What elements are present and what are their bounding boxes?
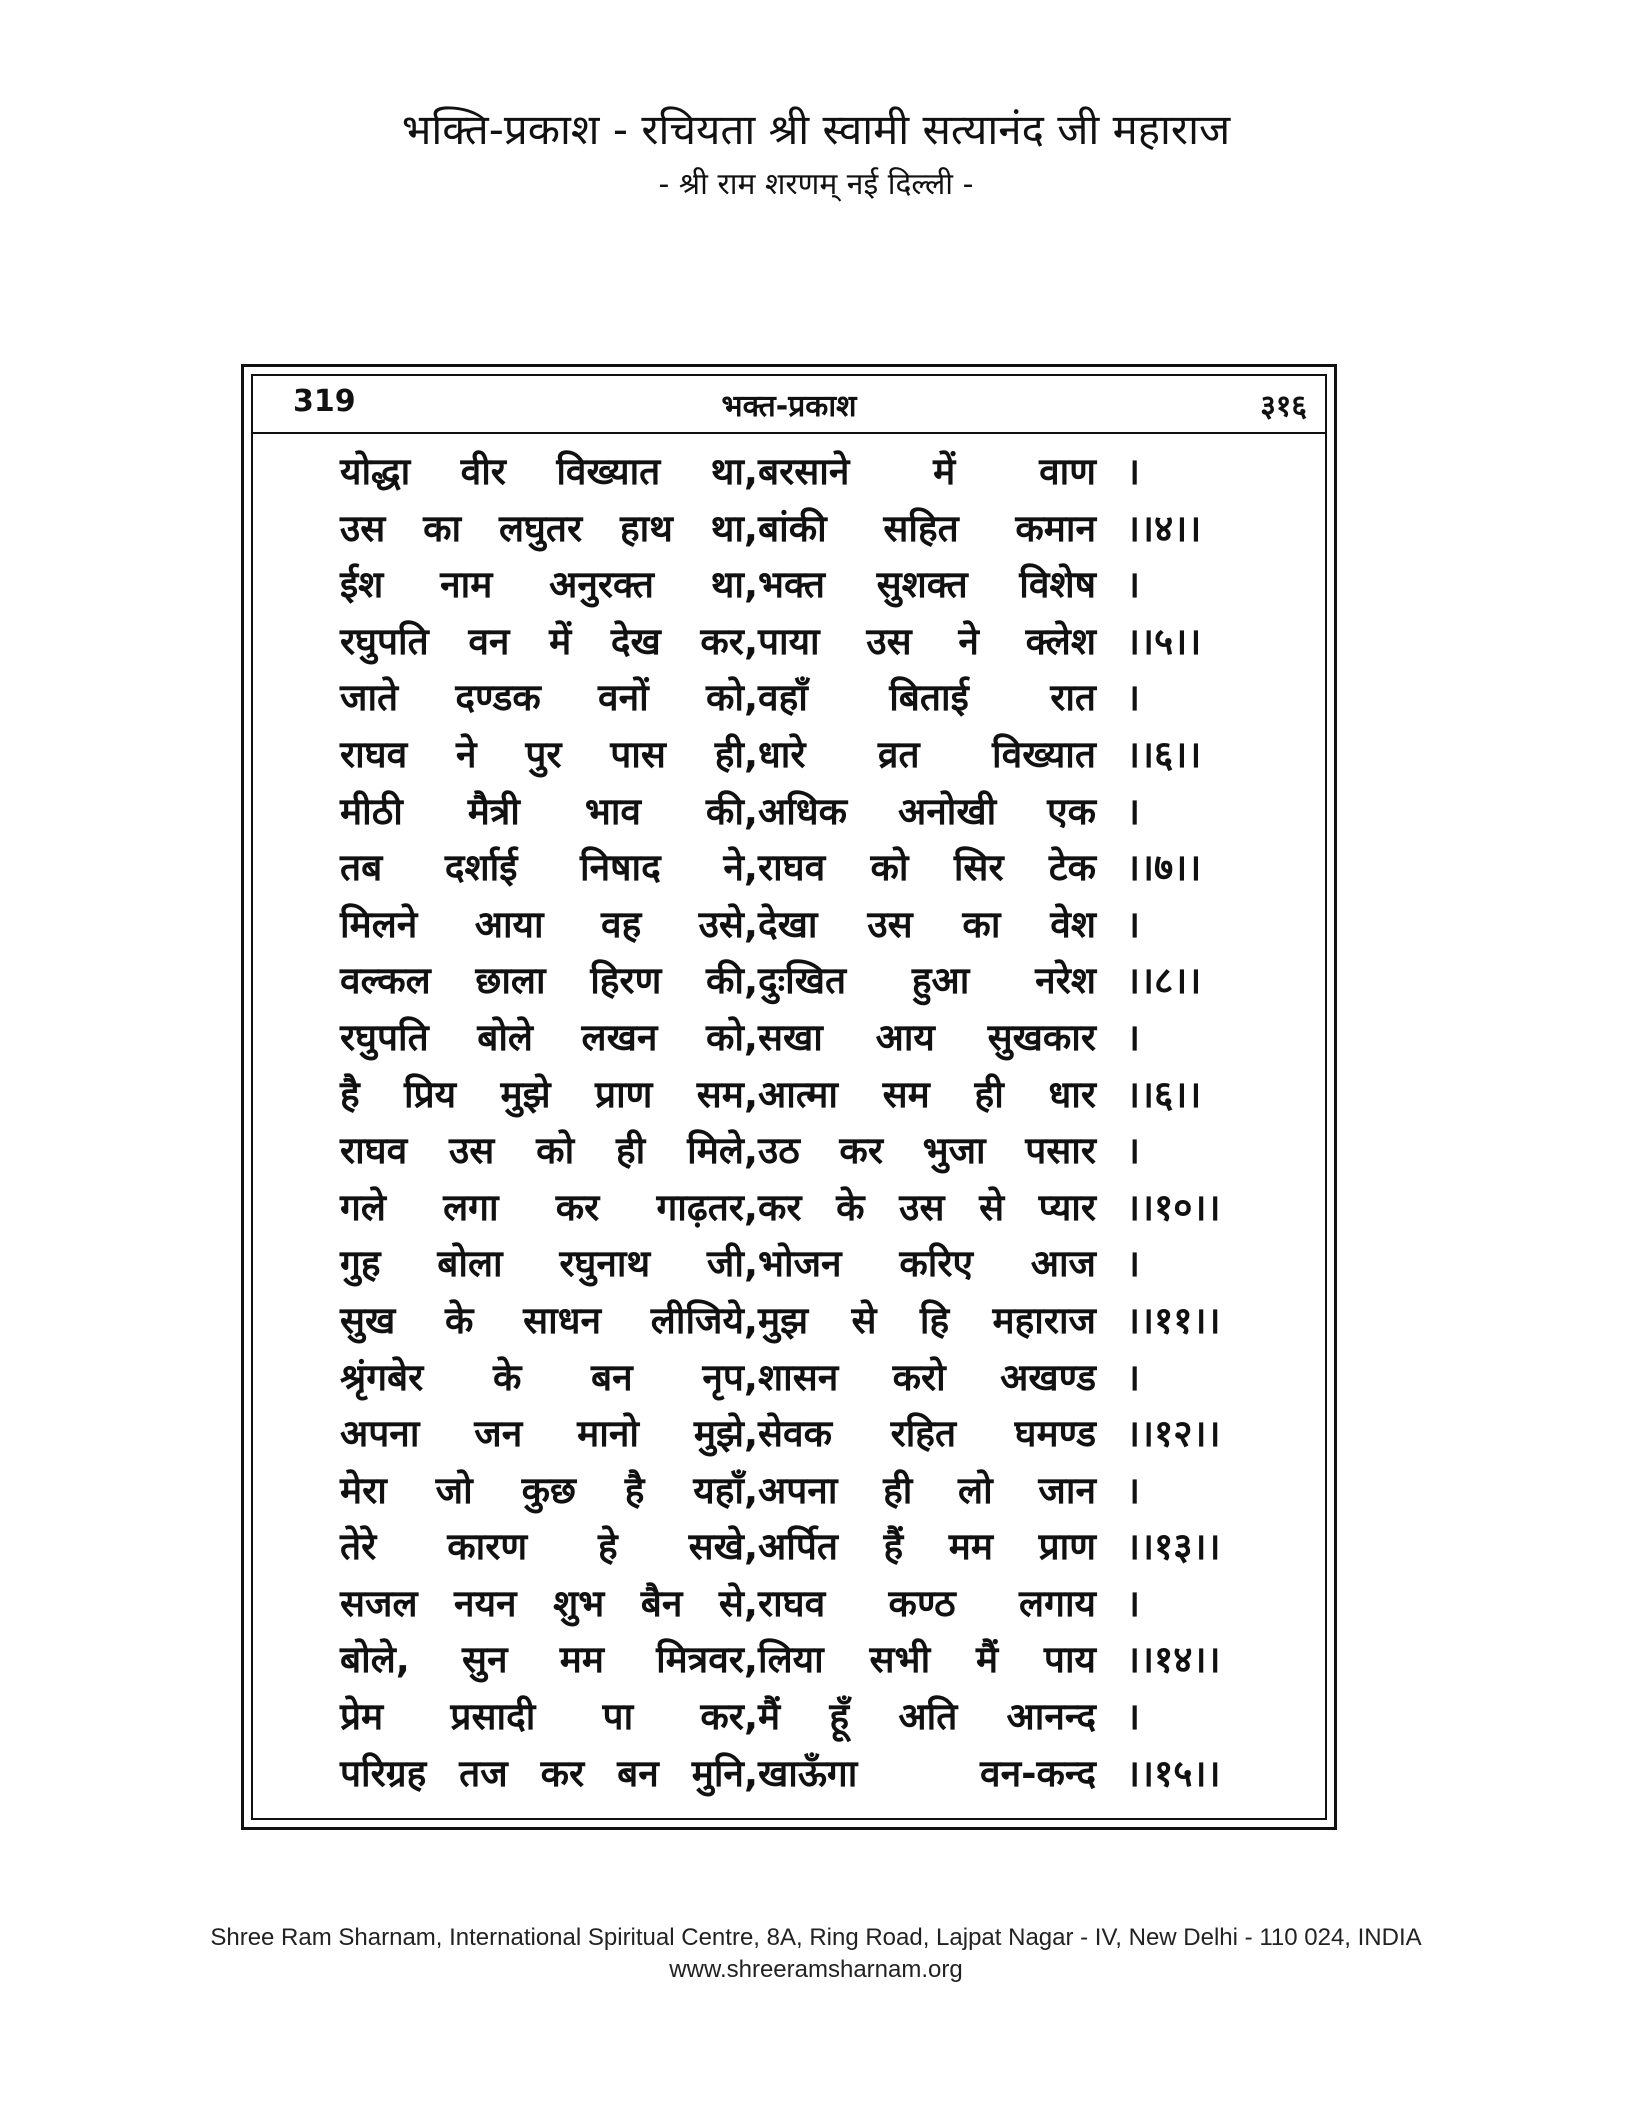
verse-mark: । [1126, 1695, 1141, 1739]
verse-mark: ।।१०।। [1126, 1185, 1221, 1229]
verse-second-half: मैं हूँ अति आनन्द [758, 1695, 1096, 1739]
verse-line [340, 1519, 1240, 1576]
verse-second-half: धारे व्रत विख्यात [758, 732, 1096, 776]
verse-first-half: राघव ने पुर पास ही, [340, 732, 758, 776]
verse-first-half: प्रेम प्रसादी पा कर, [340, 1695, 758, 1739]
verse-line [340, 1689, 1240, 1746]
verse-line [340, 557, 1240, 614]
verse-mark: । [1126, 450, 1141, 493]
verse-line [340, 1576, 1240, 1633]
verse-line [340, 614, 1240, 671]
verse-first-half: राघव उस को ही मिले, [340, 1129, 758, 1173]
verse-second-half: देखा उस का वेश [758, 902, 1096, 946]
verse-second-half: मुझ से हि महाराज [758, 1298, 1096, 1342]
verse-mark: ।।५।। [1126, 619, 1202, 663]
verse-line [340, 727, 1240, 784]
verse-line [340, 1406, 1240, 1463]
verse-second-half: आत्मा सम ही धार [758, 1072, 1096, 1116]
verse-line [340, 444, 1240, 501]
verse-line [340, 1746, 1240, 1803]
verse-first-half: मीठी मैत्री भाव की, [340, 789, 758, 833]
verse-second-half: सखा आय सुखकार [758, 1015, 1096, 1059]
verse-first-half: ईश नाम अनुरक्त था, [340, 563, 758, 607]
verse-mark: ।।१२।। [1126, 1412, 1221, 1456]
verse-first-half: तेरे कारण हे सखे, [340, 1525, 758, 1569]
verse-second-half: अधिक अनोखी एक [758, 789, 1096, 833]
verse-line [340, 1463, 1240, 1520]
verse-first-half: रघुपति बोले लखन को, [340, 1015, 758, 1059]
verse-mark: ।।१३।। [1126, 1525, 1221, 1569]
verse-second-half: भक्त सुशक्त विशेष [758, 563, 1096, 607]
verse-mark: ।।१४।। [1126, 1638, 1221, 1682]
verse-second-half: शासन करो अखण्ड [758, 1355, 1096, 1399]
page-number-right: ३१६ [1260, 389, 1307, 424]
verse-body [340, 444, 1240, 1802]
verse-first-half: रघुपति वन में देख कर, [340, 619, 758, 663]
verse-first-half: सुख के साधन लीजिये, [340, 1298, 758, 1342]
verse-first-half: अपना जन मानो मुझे, [340, 1412, 758, 1456]
verse-second-half: उठ कर भुजा पसार [758, 1129, 1096, 1173]
verse-second-half: राघव कण्ठ लगाय [758, 1581, 1096, 1625]
verse-mark: ।।६।। [1126, 1072, 1202, 1116]
verse-second-half: राघव को सिर टेक [758, 846, 1096, 890]
verse-first-half: बोले, सुन मम मित्रवर, [340, 1638, 758, 1682]
verse-line [340, 897, 1240, 954]
verse-first-half: परिग्रह तज कर बन मुनि, [340, 1751, 758, 1795]
book-title: भक्त-प्रकाश [721, 389, 857, 424]
verse-second-half: लिया सभी मैं पाय [758, 1638, 1096, 1682]
verse-mark: ।।७।। [1126, 846, 1202, 890]
verse-mark: ।।११।। [1126, 1298, 1221, 1342]
verse-first-half: योद्धा वीर विख्यात था, [340, 450, 758, 493]
verse-first-half: तब दर्शाई निषाद ने, [340, 846, 758, 890]
page-title: भक्ति-प्रकाश - रचियता श्री स्वामी सत्यानंद जी महाराज [401, 105, 1231, 154]
page-number-left: 319 [293, 384, 356, 419]
footer-url[interactable]: www.shreeramsharnam.org [669, 1956, 963, 1983]
verse-mark: । [1126, 563, 1141, 607]
verse-mark: । [1126, 1468, 1141, 1512]
running-head [253, 376, 1325, 434]
verse-line [340, 1236, 1240, 1293]
verse-mark: । [1126, 1581, 1141, 1625]
verse-first-half: सजल नयन शुभ बैन से, [340, 1581, 758, 1625]
verse-line [340, 953, 1240, 1010]
verse-mark: । [1126, 789, 1141, 833]
verse-mark: ।।८।। [1126, 959, 1202, 1003]
verse-line [340, 670, 1240, 727]
verse-second-half: दुःखित हुआ नरेश [758, 959, 1096, 1003]
verse-second-half: खाऊँगा वन-कन्द [758, 1751, 1096, 1795]
verse-mark: । [1126, 1015, 1141, 1059]
verse-second-half: अर्पित हैं मम प्राण [758, 1525, 1096, 1569]
verse-second-half: भोजन करिए आज [758, 1242, 1096, 1286]
verse-line [340, 1293, 1240, 1350]
verse-first-half: गुह बोला रघुनाथ जी, [340, 1242, 758, 1286]
verse-line [340, 1632, 1240, 1689]
verse-line [340, 1350, 1240, 1407]
verse-line [340, 1010, 1240, 1067]
verse-second-half: वहाँ बिताई रात [758, 676, 1096, 720]
page-subtitle: - श्री राम शरणम् नई दिल्ली - [658, 167, 974, 202]
verse-mark: । [1126, 1355, 1141, 1399]
verse-first-half: जाते दण्डक वनों को, [340, 676, 758, 720]
verse-first-half: गले लगा कर गाढ़तर, [340, 1185, 758, 1229]
verse-second-half: सेवक रहित घमण्ड [758, 1412, 1096, 1456]
verse-line [340, 1123, 1240, 1180]
verse-line [340, 1180, 1240, 1237]
verse-mark: ।।४।। [1126, 506, 1202, 550]
verse-second-half: बांकी सहित कमान [758, 506, 1096, 550]
verse-first-half: वल्कल छाला हिरण की, [340, 959, 758, 1003]
verse-mark: । [1126, 1129, 1141, 1173]
verse-second-half: बरसाने में वाण [758, 450, 1096, 493]
verse-line [340, 784, 1240, 841]
verse-first-half: मिलने आया वह उसे, [340, 902, 758, 946]
footer-address: Shree Ram Sharnam, International Spiritual Centre, 8A, Ring Road, Lajpat Nagar - IV, New Delhi - 110 024, INDIA [210, 1924, 1422, 1951]
verse-line [340, 501, 1240, 558]
verse-mark: ।।६।। [1126, 732, 1202, 776]
verse-second-half: अपना ही लो जान [758, 1468, 1096, 1512]
verse-second-half: कर के उस से प्यार [758, 1185, 1096, 1229]
verse-mark: ।।१५।। [1126, 1751, 1221, 1795]
verse-mark: । [1126, 676, 1141, 720]
verse-first-half: उस का लघुतर हाथ था, [340, 506, 758, 550]
verse-first-half: है प्रिय मुझे प्राण सम, [340, 1072, 758, 1116]
verse-mark: । [1126, 902, 1141, 946]
verse-first-half: मेरा जो कुछ है यहाँ, [340, 1468, 758, 1512]
verse-line [340, 1067, 1240, 1124]
verse-first-half: श्रृंगबेर के बन नृप, [340, 1355, 758, 1399]
verse-line [340, 840, 1240, 897]
verse-mark: । [1126, 1242, 1141, 1286]
verse-second-half: पाया उस ने क्लेश [758, 619, 1096, 663]
